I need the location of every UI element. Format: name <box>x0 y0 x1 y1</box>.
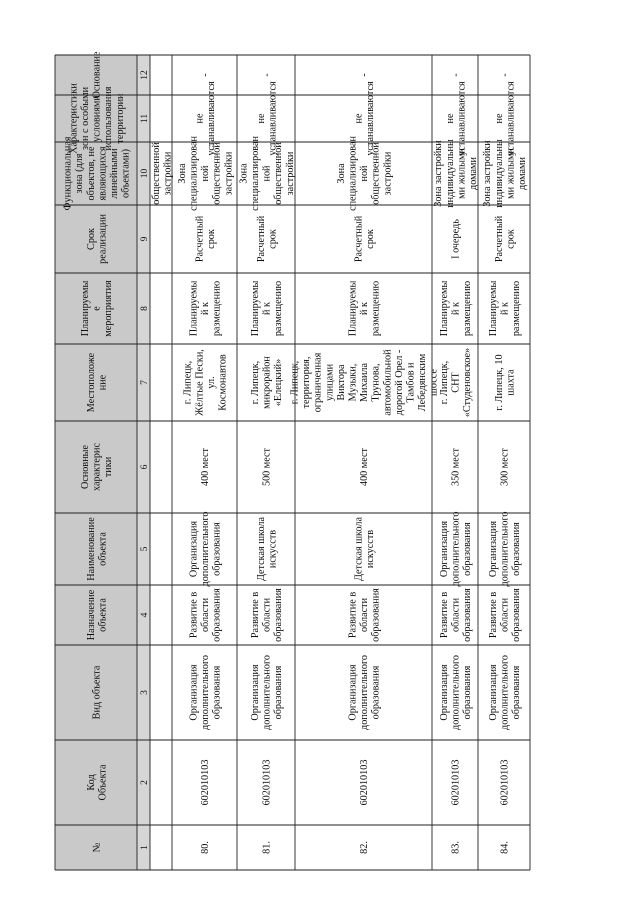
svg-text:602010103: 602010103 <box>450 759 462 806</box>
svg-text:602010103: 602010103 <box>359 759 371 806</box>
column-header-4-line: объекта <box>97 598 109 632</box>
column-header-6-line: Основные <box>79 444 91 490</box>
column-header-4-line: Назначение <box>85 589 97 641</box>
cell-location-line: автомобильной <box>382 349 394 416</box>
column-header-1 <box>92 843 103 853</box>
column-header-10-line: линейными <box>108 148 120 199</box>
cell-basis-line: - <box>261 73 273 77</box>
cell-type-line: образования <box>462 665 474 720</box>
column-header-2-line: Объекта <box>97 764 109 801</box>
svg-text:4: 4 <box>139 612 150 618</box>
cell-zone-line: ми жилыми <box>456 148 468 199</box>
svg-text:11: 11 <box>139 113 150 124</box>
cell-term-line: I очередь <box>450 219 462 259</box>
cell-measures-line: Планируемы <box>249 280 261 337</box>
cell-name-line: Детская школа <box>255 516 267 582</box>
cell-location-line: шоссе <box>428 369 440 396</box>
column-header-9-line: Срок <box>85 228 97 250</box>
cell-characteristics <box>451 447 462 486</box>
column-number-4 <box>140 612 150 617</box>
column-header-12 <box>92 51 103 99</box>
cell-type <box>488 655 522 730</box>
cell-zone-line: ной <box>261 165 273 182</box>
cell-basis-line: - <box>499 73 511 77</box>
cell-name-line: Детская школа <box>353 516 365 582</box>
column-header-3-line: Вид объекта <box>91 665 103 720</box>
cell-characteristics-line: 400 мест <box>359 447 371 487</box>
svg-text:5: 5 <box>139 546 150 552</box>
cell-purpose-line: Развитие в <box>347 591 359 639</box>
cell-zone-line: ми жилыми <box>505 148 517 199</box>
cell-basis-line: - <box>200 73 212 77</box>
cell-purpose-line: образования <box>370 588 382 642</box>
cell-zone-line: Зона застройки <box>482 140 494 207</box>
cell-type-line: образования <box>511 665 523 720</box>
cell-location-line: дорогой Орел - <box>393 349 405 416</box>
cell-purpose-line: области <box>359 597 371 633</box>
cell-code <box>262 760 273 806</box>
column-header-11-line: использования <box>103 86 115 151</box>
svg-text:6: 6 <box>139 464 150 470</box>
cell-zone-line: общественной <box>273 142 285 205</box>
cell-measures-line: й к <box>359 302 371 315</box>
cell-name-line: дополнительного <box>200 511 212 587</box>
cell-type-line: образования <box>211 665 223 720</box>
svg-text:3: 3 <box>139 690 150 695</box>
cell-zone_characteristics-line: устанавливаются <box>364 81 376 156</box>
cell-measures-line: Планируемы <box>438 280 450 337</box>
svg-text:82.: 82. <box>359 841 371 854</box>
cell-location-line: г. Липецк, <box>289 360 301 405</box>
svg-text:12: 12 <box>139 70 150 80</box>
cell-type-line: дополнительного <box>499 655 511 730</box>
cell-term-line: срок <box>505 229 517 249</box>
cell-type <box>439 655 473 730</box>
cell-name-line: образования <box>511 522 523 576</box>
cell-purpose-line: Развитие в <box>438 591 450 639</box>
cell-zone-line: застройки <box>284 151 296 196</box>
column-header-9-line: реализации <box>97 214 109 264</box>
cell-zone-line: общественной <box>211 142 223 205</box>
cell-zone_characteristics-line: не <box>353 113 365 124</box>
cell-term-line: Расчетный <box>194 215 206 263</box>
column-header-1-line: № <box>91 842 103 853</box>
cell-zone-line: индивидуальны <box>493 139 505 208</box>
cell-purpose-line: области <box>499 597 511 633</box>
cell-measures-line: Планируемы <box>347 280 359 337</box>
column-number-6 <box>140 464 150 469</box>
column-header-11-line: зон с особыми <box>79 86 91 151</box>
cell-zone-line: специализирован <box>249 136 261 211</box>
cell-name-line: искусств <box>364 529 376 569</box>
cell-zone_characteristics-line: устанавливаются <box>267 81 279 156</box>
cell-basis-line: - <box>359 73 371 77</box>
cell-term <box>451 219 462 259</box>
cell-location-line: шахта <box>505 369 517 396</box>
cell-purpose-line: области <box>261 597 273 633</box>
cell-name-line: дополнительного <box>450 511 462 587</box>
cell-type <box>188 655 222 730</box>
cell-zone-line: Зона <box>335 163 347 184</box>
cell-measures-line: Планируемы <box>487 280 499 337</box>
cell-location-line: микрорайон <box>261 356 273 409</box>
cell-type-line: образования <box>370 665 382 720</box>
cell-purpose-line: образования <box>211 588 223 642</box>
column-header-7-line: Местоположе <box>85 352 97 413</box>
svg-text:7: 7 <box>139 380 150 385</box>
cell-type-line: Организация <box>249 664 261 721</box>
cell-term-line: срок <box>267 229 279 249</box>
column-header-5-line: Наименование <box>85 517 97 581</box>
cell-basis-line: - <box>450 73 462 77</box>
column-header-8-line: Планируемы <box>79 280 91 337</box>
cell-characteristics <box>359 447 370 486</box>
cell-zone-line: домами <box>516 157 528 190</box>
cell-basis <box>200 73 211 77</box>
column-number-5 <box>140 546 150 551</box>
cell-location-line: Лебедянским <box>417 353 429 412</box>
cell-characteristics-line: 400 мест <box>200 447 212 487</box>
cell-characteristics <box>262 447 273 486</box>
continuation-zone-text-line: застройки <box>162 151 174 196</box>
column-header-8-line: мероприятия <box>103 280 115 337</box>
cell-zone-line: застройки <box>223 151 235 196</box>
cell-location-line: «Студеновское» <box>462 347 474 418</box>
column-number-9 <box>140 236 150 241</box>
cell-zone_characteristics-line: устанавливаются <box>505 81 517 156</box>
cell-term-line: Расчетный <box>353 215 365 263</box>
cell-measures-line: размещению <box>273 280 285 337</box>
column-header-10-line: объектами) <box>120 148 132 199</box>
column-number-11 <box>140 114 150 123</box>
column-header-7-line: ние <box>97 374 109 391</box>
cell-name-line: искусств <box>267 529 279 569</box>
cell-term-line: Расчетный <box>493 215 505 263</box>
cell-characteristics <box>200 447 211 486</box>
cell-zone-line: ной <box>200 165 212 182</box>
cell-zone-line: Зона <box>238 163 250 184</box>
cell-purpose-line: области <box>450 597 462 633</box>
cell-zone-line: Зона застройки <box>433 140 445 207</box>
column-header-6-line: тики <box>103 456 115 478</box>
cell-location-line: Виктора <box>335 364 347 401</box>
cell-code <box>359 760 370 806</box>
cell-term-line: Расчетный <box>255 215 267 263</box>
cell-zone-line: специализирован <box>188 136 200 211</box>
column-number-8 <box>140 306 150 311</box>
cell-purpose-line: образования <box>511 588 523 642</box>
cell-type-line: Организация <box>188 664 200 721</box>
cell-zone-line: ной <box>359 165 371 182</box>
column-header-10-line: являющихся <box>97 146 109 201</box>
cell-zone-line: общественной <box>370 142 382 205</box>
cell-measures-line: й к <box>261 302 273 315</box>
cell-location-line: Космонавтов <box>217 354 229 411</box>
cell-characteristics-line: 300 мест <box>499 447 511 487</box>
cell-zone_characteristics-line: не <box>493 113 505 124</box>
cell-zone_characteristics-line: устанавливаются <box>456 81 468 156</box>
cell-location-line: Трунова, <box>370 363 382 402</box>
cell-code <box>451 760 462 806</box>
cell-zone-line: специализирован <box>347 136 359 211</box>
cell-type-line: дополнительного <box>450 655 462 730</box>
cell-type-line: Организация <box>438 664 450 721</box>
column-header-8-line: е <box>91 306 103 311</box>
svg-text:84.: 84. <box>499 841 511 854</box>
cell-name <box>439 512 473 587</box>
cell-type-line: образования <box>273 665 285 720</box>
cell-location-line: территория, <box>301 356 313 409</box>
column-header-3 <box>92 665 103 719</box>
cell-location <box>250 356 284 409</box>
cell-basis <box>451 73 462 77</box>
cell-name-line: образования <box>211 522 223 576</box>
column-number-12 <box>140 70 150 80</box>
cell-num <box>200 841 211 854</box>
svg-text:10: 10 <box>139 168 150 179</box>
cell-characteristics-line: 350 мест <box>450 447 462 487</box>
cell-location-line: г. Липецк, <box>182 360 194 405</box>
cell-measures-line: й к <box>200 302 212 315</box>
cell-location-line: улицами <box>324 363 336 402</box>
cell-type <box>250 655 284 730</box>
cell-name-line: образования <box>462 522 474 576</box>
svg-text:2: 2 <box>139 780 150 785</box>
cell-location-line: г. Липецк, 10 <box>493 354 505 411</box>
cell-zone_characteristics-line: устанавливаются <box>205 81 217 156</box>
cell-basis <box>500 73 511 77</box>
cell-type-line: дополнительного <box>261 655 273 730</box>
cell-location-line: Музыки, <box>347 363 359 402</box>
cell-type-line: Организация <box>487 664 499 721</box>
column-header-11-line: Характеристики <box>68 83 80 154</box>
cell-location-line: Михаила <box>359 362 371 403</box>
column-number-2 <box>140 780 150 785</box>
cell-num <box>500 841 511 854</box>
cell-basis <box>359 73 370 77</box>
cell-characteristics <box>500 447 511 486</box>
cell-measures-line: Планируемы <box>188 280 200 337</box>
cell-location-line: ул. <box>205 376 217 389</box>
cell-measures-line: размещению <box>462 280 474 337</box>
cell-purpose-line: области <box>200 597 212 633</box>
cell-measures-line: й к <box>450 302 462 315</box>
cell-purpose-line: Развитие в <box>188 591 200 639</box>
cell-basis <box>262 73 273 77</box>
svg-text:83.: 83. <box>450 841 462 854</box>
cell-location-line: СНТ <box>450 372 462 393</box>
cell-num <box>262 841 273 854</box>
column-header-11-line: территории <box>114 93 126 144</box>
svg-text:1: 1 <box>139 845 150 850</box>
cell-term-line: срок <box>364 229 376 249</box>
svg-text:8: 8 <box>139 306 150 311</box>
cell-num <box>451 841 462 854</box>
cell-name-line: дополнительного <box>499 511 511 587</box>
cell-location-line: «Елецкий» <box>273 358 285 407</box>
cell-measures-line: размещению <box>211 280 223 337</box>
cell-name-line: Организация <box>487 520 499 578</box>
cell-purpose-line: образования <box>273 588 285 642</box>
cell-measures-line: й к <box>499 302 511 315</box>
cell-measures-line: размещению <box>370 280 382 337</box>
svg-text:80.: 80. <box>200 841 212 854</box>
cell-location-line: Тамбов и <box>405 362 417 403</box>
cell-zone_characteristics-line: не <box>194 113 206 124</box>
cell-term-line: срок <box>205 229 217 249</box>
column-header-12-line: Основание <box>91 51 103 99</box>
cell-type-line: дополнительного <box>200 655 212 730</box>
cell-name <box>188 512 222 587</box>
cell-code <box>200 760 211 806</box>
column-number-7 <box>140 380 150 385</box>
cell-characteristics-line: 500 мест <box>261 447 273 487</box>
column-number-3 <box>140 690 150 695</box>
continuation-zone-text-line: общественной <box>150 142 162 205</box>
cell-zone_characteristics-line: не <box>444 113 456 124</box>
svg-text:81.: 81. <box>261 841 273 854</box>
column-header-5-line: объекта <box>97 532 109 566</box>
column-number-1 <box>140 845 150 850</box>
cell-measures-line: размещению <box>511 280 523 337</box>
column-header-10-line: Функциональная <box>62 136 74 211</box>
cell-name-line: Организация <box>438 520 450 578</box>
svg-text:602010103: 602010103 <box>261 759 273 806</box>
cell-num <box>359 841 370 854</box>
cell-type <box>347 655 381 730</box>
cell-purpose-line: Развитие в <box>249 591 261 639</box>
cell-location-line: г. Липецк, <box>249 360 261 405</box>
cell-zone-line: застройки <box>382 151 394 196</box>
column-header-10-line: зона (для <box>74 153 86 194</box>
cell-zone-line: индивидуальны <box>444 139 456 208</box>
cell-zone_characteristics-line: не <box>255 113 267 124</box>
cell-type-line: дополнительного <box>359 655 371 730</box>
cell-location-line: Жёлтые Пески, <box>194 349 206 416</box>
svg-text:9: 9 <box>139 236 150 242</box>
cell-purpose-line: Развитие в <box>487 591 499 639</box>
cell-type-line: Организация <box>347 664 359 721</box>
cell-location-line: ограниченная <box>312 352 324 413</box>
svg-text:602010103: 602010103 <box>200 759 212 806</box>
column-header-11-line: условиями <box>91 95 103 142</box>
column-number-10 <box>140 169 150 179</box>
cell-zone-line: Зона <box>176 163 188 184</box>
column-header-10-line: объектов, не <box>85 146 97 201</box>
cell-location-line: г. Липецк, <box>438 360 450 405</box>
column-header-6-line: характерис <box>91 443 103 491</box>
cell-name <box>488 512 522 587</box>
column-header-2-line: Код <box>85 774 97 791</box>
cell-name-line: Организация <box>188 520 200 578</box>
svg-text:602010103: 602010103 <box>499 759 511 806</box>
cell-code <box>500 760 511 806</box>
cell-purpose-line: образования <box>462 588 474 642</box>
cell-zone-line: домами <box>467 157 479 190</box>
